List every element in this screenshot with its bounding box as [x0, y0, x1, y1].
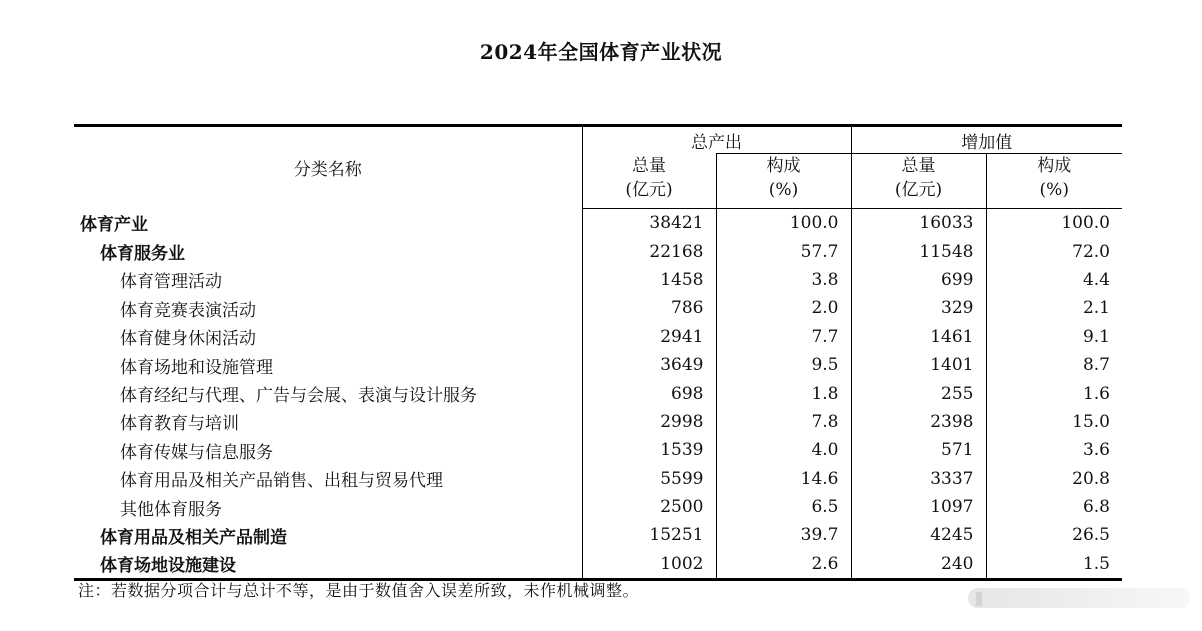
output-share-cell: 57.7: [716, 237, 851, 265]
table-row: [74, 351, 1122, 379]
category-name-cell: 体育场地设施建设: [74, 550, 582, 580]
added-share-cell: 1.5: [986, 550, 1122, 580]
output-share-header: [716, 154, 851, 209]
table-row: [74, 436, 1122, 464]
category-name-cell: 体育教育与培训: [120, 414, 239, 435]
category-name-cell: 体育用品及相关产品销售、出租与贸易代理: [120, 471, 443, 492]
category-name-cell: 体育服务业: [100, 244, 185, 265]
category-name-cell: 体育传媒与信息服务: [120, 442, 273, 463]
added-share-cell: 3.6: [986, 436, 1122, 464]
table-row: [74, 408, 1122, 436]
output-share-cell: 1.8: [716, 379, 851, 407]
category-column-header: 分类名称: [74, 126, 582, 209]
output-amount-cell: 15251: [582, 521, 716, 549]
added-share-cell: 15.0: [986, 408, 1122, 436]
added-amount-cell: 329: [851, 294, 986, 322]
added-amount-cell: 1097: [851, 493, 986, 521]
output-amount-header: [582, 154, 716, 209]
added-amount-cell: 571: [851, 436, 986, 464]
added-share-cell: 100.0: [986, 209, 1122, 238]
added-share-cell: 72.0: [986, 237, 1122, 265]
added-share-cell: 8.7: [986, 351, 1122, 379]
output-share-cell: 14.6: [716, 465, 851, 493]
output-share-cell: 7.7: [716, 323, 851, 351]
output-amount-cell: 1539: [582, 436, 716, 464]
output-share-cell: 7.8: [716, 408, 851, 436]
added-amount-header-line2: (亿元): [894, 180, 943, 200]
added-amount-cell: 16033: [851, 209, 986, 238]
added-amount-cell: 4245: [851, 521, 986, 549]
added-amount-cell: 1401: [851, 351, 986, 379]
table-row: [74, 209, 1122, 238]
output-share-header-line1: 构成: [766, 156, 801, 176]
table-body: [74, 209, 1122, 580]
table-row: [74, 465, 1122, 493]
table-row: [74, 294, 1122, 322]
added-share-header-line1: 构成: [1037, 156, 1072, 176]
table-row: [74, 379, 1122, 407]
output-amount-cell: 5599: [582, 465, 716, 493]
output-amount-cell: 3649: [582, 351, 716, 379]
output-share-cell: 4.0: [716, 436, 851, 464]
added-share-cell: 26.5: [986, 521, 1122, 549]
table-row: [74, 493, 1122, 521]
output-amount-cell: 1458: [582, 266, 716, 294]
output-amount-cell: 2998: [582, 408, 716, 436]
sports-industry-table: [74, 124, 1122, 581]
output-share-cell: 3.8: [716, 266, 851, 294]
added-amount-cell: 240: [851, 550, 986, 580]
added-amount-cell: 1461: [851, 323, 986, 351]
added-share-cell: 9.1: [986, 323, 1122, 351]
watermark-overlay: [968, 588, 1190, 608]
category-name-cell: 体育健身休闲活动: [120, 329, 256, 350]
output-share-cell: 6.5: [716, 493, 851, 521]
added-share-cell: 6.8: [986, 493, 1122, 521]
output-share-cell: 9.5: [716, 351, 851, 379]
added-amount-cell: 11548: [851, 237, 986, 265]
added-share-cell: 2.1: [986, 294, 1122, 322]
added-amount-cell: 699: [851, 266, 986, 294]
output-amount-cell: 22168: [582, 237, 716, 265]
output-amount-header-line2: (亿元): [625, 179, 673, 200]
added-amount-header: [851, 154, 986, 209]
output-amount-cell: 2500: [582, 493, 716, 521]
category-name-cell: 体育管理活动: [120, 272, 222, 293]
output-share-cell: 39.7: [716, 521, 851, 549]
output-share-header-line2: (%): [768, 180, 799, 200]
added-value-group-header: 增加值: [851, 126, 1122, 154]
added-amount-cell: 255: [851, 379, 986, 407]
table-row: [74, 266, 1122, 294]
category-name-cell: 体育场地和设施管理: [120, 357, 273, 378]
output-amount-header-line1: 总量: [632, 155, 666, 176]
page-title: 2024年全国体育产业状况: [479, 40, 723, 64]
output-amount-cell: 1002: [582, 550, 716, 580]
added-share-header-line2: (%): [1039, 180, 1069, 200]
added-amount-cell: 3337: [851, 465, 986, 493]
output-amount-cell: 2941: [582, 323, 716, 351]
total-output-group-header: 总产出: [582, 126, 851, 154]
table-row: [74, 550, 1122, 580]
category-name-cell: 体育经纪与代理、广告与会展、表演与设计服务: [120, 386, 477, 407]
output-amount-cell: 786: [582, 294, 716, 322]
table-row: [74, 237, 1122, 265]
added-share-header: [986, 154, 1122, 209]
category-name-cell: 体育产业: [80, 215, 148, 236]
watermark-bar: [976, 592, 982, 606]
added-share-cell: 4.4: [986, 266, 1122, 294]
output-amount-cell: 38421: [582, 209, 716, 238]
added-amount-header-line1: 总量: [901, 156, 936, 176]
footnote: 注：若数据分项合计与总计不等，是由于数值舍入误差所致，未作机械调整。: [78, 581, 640, 600]
output-amount-cell: 698: [582, 379, 716, 407]
added-share-cell: 1.6: [986, 379, 1122, 407]
category-name-cell: 体育竞赛表演活动: [120, 300, 256, 321]
table-row: [74, 521, 1122, 549]
output-share-cell: 2.6: [716, 550, 851, 580]
category-name-cell: 其他体育服务: [120, 499, 222, 520]
table-row: [74, 323, 1122, 351]
added-share-cell: 20.8: [986, 465, 1122, 493]
output-share-cell: 2.0: [716, 294, 851, 322]
added-amount-cell: 2398: [851, 408, 986, 436]
category-name-cell: 体育用品及相关产品制造: [100, 527, 287, 548]
output-share-cell: 100.0: [716, 209, 851, 238]
